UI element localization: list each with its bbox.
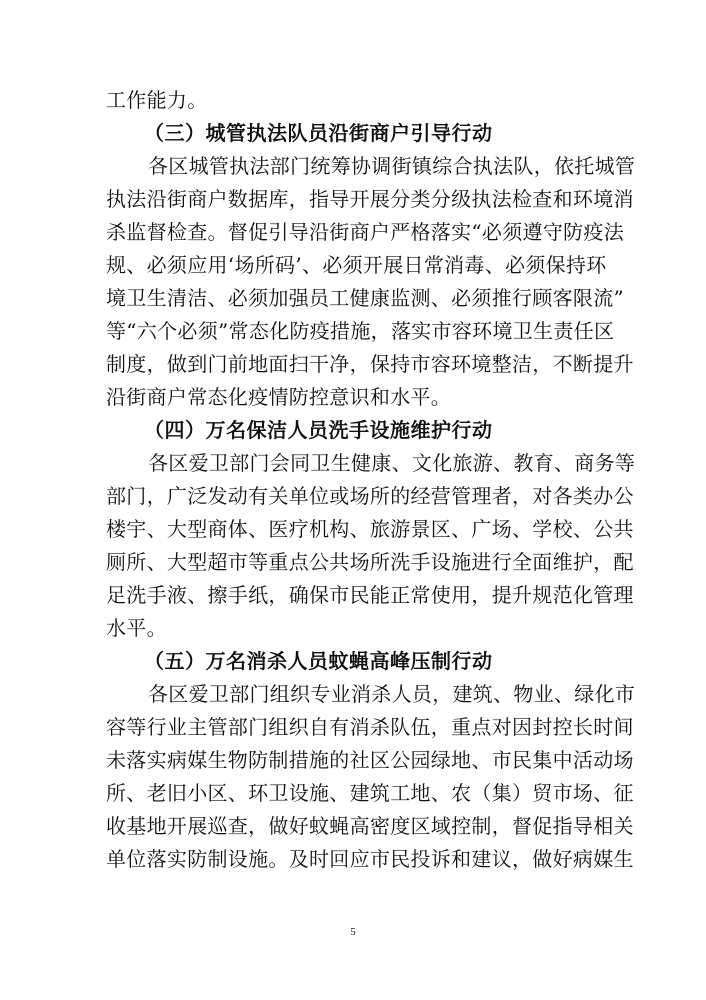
body-text-line: 杀监督检查。督促引导沿街商户严格落实“必须遵守防疫法 [106,220,625,244]
body-text-line: 各区爱卫部门会同卫生健康、文化旅游、教育、商务等 [148,451,636,475]
body-text-line: 楼宇、大型商体、医疗机构、旅游景区、广场、学校、公共 [106,517,634,541]
body-text-line: 所、老旧小区、环卫设施、建筑工地、农（集）贸市场、征 [106,781,634,805]
body-text-line: 各区城管执法部门统筹协调街镇综合执法队，依托城管 [148,154,636,178]
section-heading: （四）万名保洁人员洗手设施维护行动 [144,418,493,442]
body-text-line: 制度，做到门前地面扫干净，保持市容环境整洁，不断提升 [106,352,634,376]
body-text-line: 水平。 [106,616,167,640]
body-text-line: 未落实病媒生物防制措施的社区公园绿地、市民集中活动场 [106,748,634,772]
body-text-line: 收基地开展巡查，做好蚊蝇高密度区域控制，督促指导相关 [106,814,634,838]
section-heading: （三）城管执法队员沿街商户引导行动 [144,121,493,145]
body-text-line: 厕所、大型超市等重点公共场所洗手设施进行全面维护，配 [106,550,634,574]
page-number: 5 [350,926,356,938]
document-body [106,84,636,876]
body-text-line: 单位落实防制设施。及时回应市民投诉和建议，做好病媒生 [106,847,634,871]
section-heading: （五）万名消杀人员蚊蝇高峰压制行动 [144,649,493,673]
body-text-line: 工作能力。 [106,88,208,112]
body-text-line: 规、必须应用‘场所码’、必须开展日常消毒、必须保持环 [106,253,607,277]
body-text-line: 执法沿街商户数据库，指导开展分类分级执法检查和环境消 [106,187,634,211]
body-text-line: 部门，广泛发动有关单位或场所的经营管理者，对各类办公 [106,484,634,508]
body-text-line: 各区爱卫部门组织专业消杀人员，建筑、物业、绿化市 [148,682,636,706]
body-text-line: 足洗手液、擦手纸，确保市民能正常使用，提升规范化管理 [106,583,634,607]
body-text-line: 沿街商户常态化疫情防控意识和水平。 [106,385,452,409]
body-text-line: 境卫生清洁、必须加强员工健康监测、必须推行顾客限流” [106,286,625,310]
body-text-line: 等“六个必须”常态化防疫措施，落实市容环境卫生责任区 [106,319,615,343]
body-text-line: 容等行业主管部门组织自有消杀队伍，重点对因封控长时间 [106,715,634,739]
